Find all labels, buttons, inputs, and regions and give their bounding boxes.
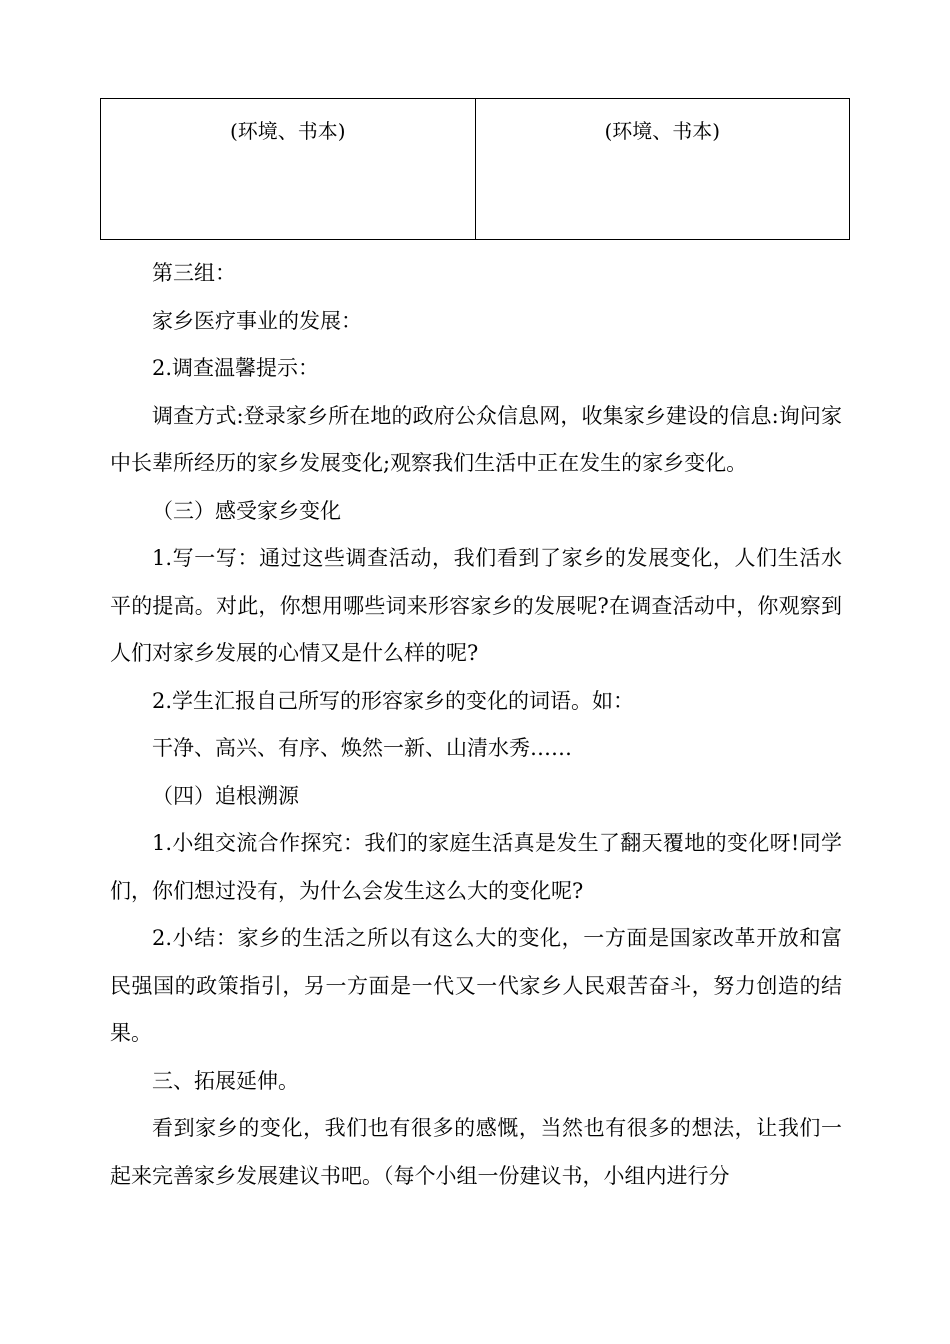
- table: [100, 98, 850, 240]
- table-cell-left: (环境、书本): [229, 119, 346, 143]
- paragraph-survey-method: 调查方式:登录家乡所在地的政府公众信息网，收集家乡建设的信息:询问家中长辈所经历的家乡发展变化;观察我们生活中正在发生的家乡变化。: [110, 403, 842, 475]
- paragraph-student-report: 2.学生汇报自己所写的形容家乡的变化的词语。如：: [152, 688, 635, 713]
- paragraph-group-three: 第三组：: [152, 261, 236, 285]
- table-cell-right: (环境、书本): [475, 99, 850, 239]
- paragraph-survey-tips: 2.调查温馨提示：: [152, 356, 320, 380]
- paragraph-medical-development: 家乡医疗事业的发展：: [152, 308, 362, 333]
- paragraph-group-discussion: 1.小组交流合作探究：我们的家庭生活真是发生了翻天覆地的变化呀!同学们，你们想过没有，为什么会发生这么大的变化呢?: [110, 831, 842, 903]
- heading-feel-changes: （三）感受家乡变化: [152, 498, 341, 523]
- paragraph-suggestion: 看到家乡的变化，我们也有很多的感慨，当然也有很多的想法，让我们一起来完善家乡发展建议书吧。（每个小组一份建议书，小组内进行分: [110, 1116, 842, 1188]
- heading-trace-roots: （四）追根溯源: [152, 783, 299, 808]
- paragraph-write: 1.写一写：通过这些调查活动，我们看到了家乡的发展变化，人们生活水平的提高。对此，你想用哪些词来形容家乡的发展呢?在调查活动中，你观察到人们对家乡发展的心情又是什么样的呢?: [110, 546, 842, 665]
- paragraph-summary: 2.小结：家乡的生活之所以有这么大的变化，一方面是国家改革开放和富民强国的政策指引，另一方面是一代又一代家乡人民艰苦奋斗，努力创造的结果。: [110, 926, 842, 1045]
- heading-extension: 三、拓展延伸。: [152, 1068, 299, 1093]
- body-text: [110, 250, 842, 1200]
- paragraph-words-list: 干净、高兴、有序、焕然一新、山清水秀……: [152, 736, 572, 760]
